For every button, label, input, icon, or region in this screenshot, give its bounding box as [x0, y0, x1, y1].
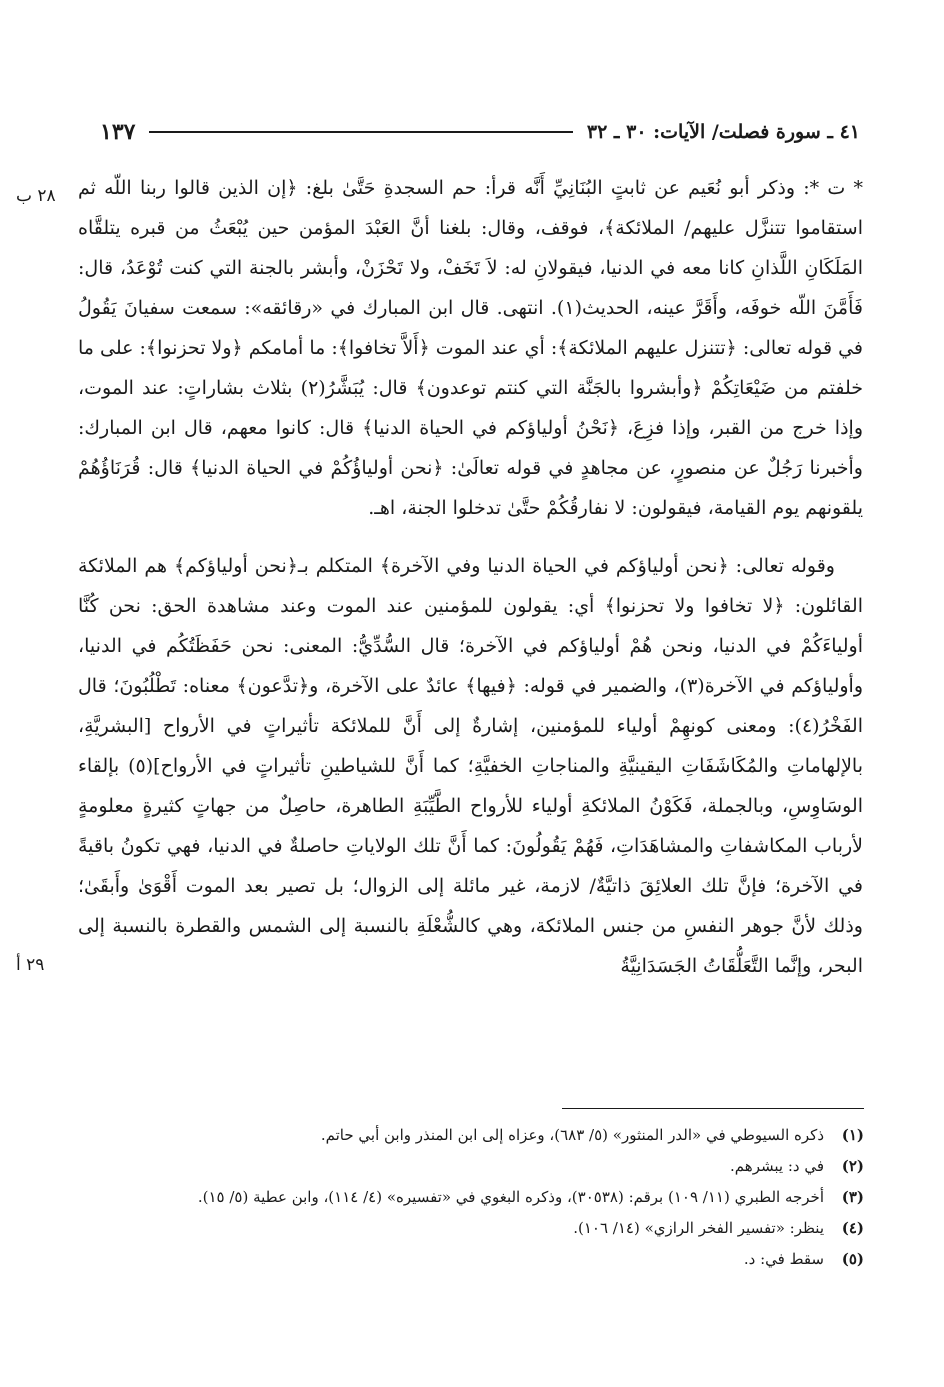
footnote-text: أخرجه الطبري (١١/ ١٠٩) برقم: (٣٠٥٣٨)، وذكره البغوي في «تفسيره» (٤/ ١١٤)، وابن عطية (٥/ ١٥). — [197, 1188, 824, 1206]
page-header — [100, 112, 860, 152]
footnote-separator — [562, 1108, 864, 1109]
main-text — [78, 168, 863, 986]
margin-note-folio-28b: ٢٨ ب — [16, 186, 56, 206]
margin-note-folio-29a: ٢٩ أ — [16, 955, 45, 975]
footnote-number: (٢) — [841, 1157, 864, 1175]
footnote-item — [80, 1151, 864, 1182]
running-head: ٤١ ـ سورة فصلت/ الآيات: ٣٠ ـ ٣٢ — [586, 121, 860, 143]
footnote-text: سقط في: د. — [743, 1250, 824, 1268]
footnotes — [80, 1120, 864, 1275]
footnote-number: (٤) — [841, 1219, 864, 1237]
footnote-number: (٥) — [841, 1250, 864, 1268]
footnote-text: في د: يبشرهم. — [730, 1157, 824, 1175]
paragraph: وقوله تعالى: ﴿نحن أولياؤكم في الحياة الدنيا وفي الآخرة﴾ المتكلم بـ﴿نحن أولياؤكم﴾ هم الملائكة القائلون: ﴿لا تخافوا ولا تحزنوا﴾ أي: يقولون للمؤمنين عند الموت وعند مشاهدة الحق: نحن كُنَّا أولياءَكُمْ في الدنيا، ونحن هُمْ أولياؤكم في الآخرة؛ قال السُّدِّيُّ: المعنى: نحن حَفَظَتُكُم في الدنيا، وأولياؤكم في الآخرة(٣)، والضمير في قوله: ﴿فيها﴾ عائدٌ على الآخرة، و﴿تدَّعون﴾ معناه: تَطْلُبُونَ؛ قال الفَخْرُ(٤): ومعنى كونهِمْ أولياء للمؤمنين، إشارةٌ إلى أَنَّ للملائكة تأثيراتٍ في الأرواح [البشريَّةِ، بالإلهاماتِ والمُكَاشَفَاتِ اليقينيَّةِ والمناجاتِ الخفيَّةِ؛ كما أَنَّ للشياطينِ تأثيراتٍ في الأرواح](٥) بإلقاء الوسَاوِسِ، وبالجملة، فَكَوْنُ الملائكةِ أولياء للأرواح الطَّيِّبَةِ الطاهرة، حاصِلٌ من جهاتٍ كثيرةٍ معلومةٍ لأرباب المكاشفاتِ والمشاهَدَاتِ، فَهُمْ يَقُولُونَ: كما أَنَّ تلك الولاياتِ حاصلةٌ في الدنيا، فهي تكونُ باقيةً في الآخرة؛ فإنَّ تلك العلائِقَ ذاتيَّةٌ/ لازمة، غير مائلة إلى الزوال؛ بل تصير بعد الموت أَقْوَىٰ وأَبقَىٰ؛ وذلك لأنَّ جوهر النفسِ من جنس الملائكة، وهي كالشُّعْلَةِ بالنسبة إلى الشمس والقطرة بالنسبة إلى البحر، وإنَّما التَّعَلُّقَاتُ الجَسَدَانِيَّةُ — [78, 555, 864, 977]
footnote-text: ينظر: «تفسير الفخر الرازي» (١٤/ ١٠٦). — [573, 1219, 824, 1237]
footnote-text: ذكره السيوطي في «الدر المنثور» (٥/ ٦٨٣)، وعزاه إلى ابن المنذر وابن أبي حاتم. — [320, 1126, 824, 1144]
footnote-item — [80, 1120, 864, 1151]
footnote-item — [80, 1213, 864, 1244]
header-rule — [149, 131, 572, 133]
footnote-item — [80, 1244, 864, 1275]
paragraph: * ت *: وذكر أبو نُعَيم عن ثابتٍ البُنَانِيِّ أَنَّه قرأ: حم السجدةِ حَتَّىٰ بلغ: ﴿إن الذين قالوا ربنا اللّه ثم استقاموا تتنزَّل عليهم/ الملائكة﴾، فوقف، وقال: بلغنا أنَّ العَبْدَ المؤمن حين يُبْعَثُ من قبره يتلقَّاه المَلَكَانِ اللَّذانِ كانا معه في الدنيا، فيقولانِ له: لاَ تَخَفْ، ولا تَحْزَنْ، وأبشر بالجنة التي كنت تُوْعَدُ، قال: فَأَمَّنَ اللّه خوفَه، وأَقَرَّ عينه، الحديث(١). انتهى. قال ابن المبارك في «رقائقه»: سمعت سفيانَ يَقُولُ في قوله تعالى: ﴿تتنزل عليهم الملائكة﴾: أي عند الموت ﴿أَلاَّ تخافوا﴾: ما أمامكم ﴿ولا تحزنوا﴾: على ما خلفتم من ضَيْعَاتِكُمْ ﴿وأبشروا بالجَنَّة التي كنتم توعدون﴾ قال: يُبَشَّرُ(٢) بثلاث بشاراتٍ: عند الموت، وإذا خرج من القبر، وإذا فزِعَ، ﴿نَحْنُ أولياؤكم في الحياة الدنيا﴾ قال: كانوا معهم، قال ابن المبارك: وأخبرنا رَجُلٌ عن منصورٍ، عن مجاهدٍ في قوله تعالَىٰ: ﴿نحن أولياؤُكُمْ في الحياة الدنيا﴾ قال: قُرَنَاؤُهُمْ يلقونهم يوم القيامة، فيقولون: لا نفارقُكُمْ حتَّىٰ تدخلوا الجنة، اهـ. — [78, 177, 864, 519]
footnote-number: (١) — [841, 1126, 864, 1144]
footnote-item — [80, 1182, 864, 1213]
page-number: ١٣٧ — [100, 119, 136, 145]
footnote-number: (٣) — [841, 1188, 864, 1206]
